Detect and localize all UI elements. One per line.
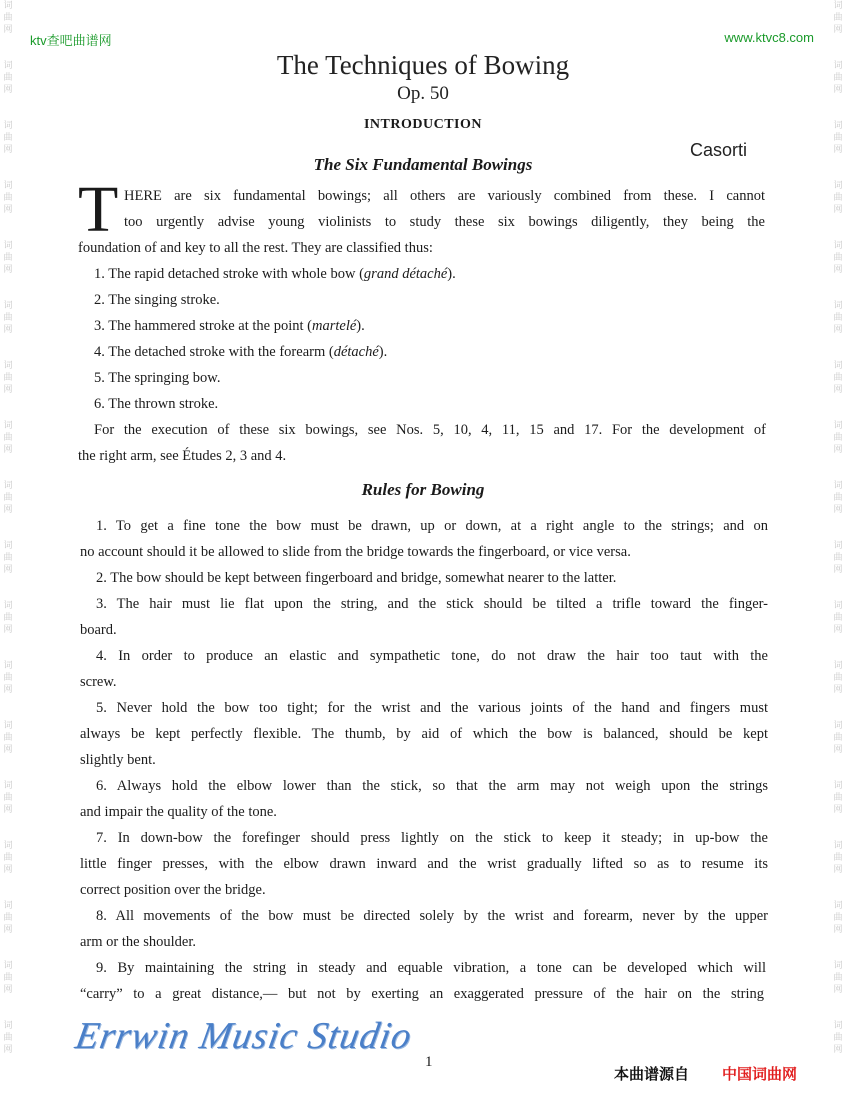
side-watermark-group [1, 840, 15, 900]
side-watermark-glyph: 词 [833, 961, 843, 971]
side-watermark-glyph: 词 [3, 181, 13, 191]
side-watermark-group [1, 960, 15, 1020]
side-watermark-glyph: 词 [833, 721, 843, 731]
side-watermark-group [1, 240, 15, 300]
side-watermark-glyph: 曲 [3, 313, 13, 323]
side-watermark-glyph: 曲 [3, 493, 13, 503]
side-watermark-glyph: 网 [3, 925, 13, 935]
side-watermark-glyph: 词 [833, 601, 843, 611]
composer-name: Casorti [690, 140, 748, 160]
side-watermark-glyph: 网 [833, 865, 843, 875]
side-watermark-glyph: 词 [833, 421, 843, 431]
side-watermark-glyph: 词 [3, 781, 13, 791]
side-watermark-glyph: 曲 [833, 1033, 843, 1043]
rule-line: 7. In down-bow the forefinger should press lightly on the stick to keep it steady; in up-bow the [96, 830, 768, 846]
side-watermark-glyph: 词 [833, 121, 843, 131]
page-title: The Techniques of Bowing [276, 50, 570, 80]
side-watermark-glyph: 网 [3, 865, 13, 875]
side-watermark-group [1, 660, 15, 720]
execution-line: the right arm, see Études 2, 3 and 4. [78, 448, 287, 464]
page-number: 1 [425, 1054, 433, 1070]
side-watermark-glyph: 词 [3, 121, 13, 131]
side-watermark-glyph: 词 [833, 241, 843, 251]
drop-cap: T [78, 173, 119, 246]
side-watermark-group [831, 600, 845, 660]
side-watermark-group [1, 300, 15, 360]
side-watermark-group [1, 420, 15, 480]
side-watermark-glyph: 词 [3, 601, 13, 611]
side-watermark-glyph: 网 [3, 625, 13, 635]
side-watermark-group [831, 420, 845, 480]
rule-line: always be kept perfectly flexible. The thumb, by aid of which the bow is balanced, should be kept [80, 726, 768, 742]
rule-line: little finger presses, with the elbow drawn inward and the wrist gradually lifted so as to resume its [80, 856, 768, 872]
side-watermark-glyph: 网 [833, 145, 843, 155]
side-watermark-glyph: 曲 [3, 1033, 13, 1043]
side-watermark-glyph: 曲 [833, 133, 843, 143]
side-watermark-glyph: 词 [833, 361, 843, 371]
site-watermark-left[interactable]: ktv查吧曲谱网 [30, 33, 112, 48]
intro-line: too urgently advise young violinists to study these six bowings diligently, they being the [124, 214, 765, 230]
side-watermark-glyph: 网 [3, 85, 13, 95]
side-watermark-group [831, 840, 845, 900]
side-watermark-glyph: 网 [3, 145, 13, 155]
side-watermark-glyph: 曲 [833, 793, 843, 803]
bowing-list-item: 5. The springing bow. [94, 370, 221, 386]
side-watermark-glyph: 曲 [833, 553, 843, 563]
side-watermark-glyph: 曲 [833, 973, 843, 983]
side-watermark-glyph: 曲 [3, 553, 13, 563]
side-watermark-group [1, 720, 15, 780]
source-label: 本曲谱源自 [614, 1065, 690, 1083]
side-watermark-group [831, 780, 845, 840]
side-watermark-glyph: 词 [3, 301, 13, 311]
site-watermark-right[interactable]: www.ktvc8.com [724, 30, 814, 45]
side-watermark-glyph: 词 [833, 1, 843, 11]
side-watermark-glyph: 曲 [3, 373, 13, 383]
side-watermark-glyph: 网 [833, 985, 843, 995]
side-watermark-glyph: 曲 [833, 193, 843, 203]
side-watermark-glyph: 词 [3, 481, 13, 491]
side-watermark-glyph: 网 [3, 325, 13, 335]
side-watermark-glyph: 词 [833, 61, 843, 71]
side-watermark-glyph: 网 [3, 985, 13, 995]
side-watermark-group [1, 360, 15, 420]
side-watermark-glyph: 网 [833, 25, 843, 35]
side-watermark-group [831, 240, 845, 300]
side-watermark-glyph: 曲 [833, 853, 843, 863]
side-watermark-glyph: 曲 [833, 673, 843, 683]
rule-line: 1. To get a fine tone the bow must be drawn, up or down, at a right angle to the strings; and on [96, 518, 768, 534]
side-watermark-glyph: 曲 [3, 193, 13, 203]
side-watermark-glyph: 词 [833, 781, 843, 791]
side-watermark-glyph: 词 [3, 241, 13, 251]
side-watermark-glyph: 网 [833, 505, 843, 515]
bowing-list-item: 2. The singing stroke. [94, 292, 220, 308]
side-watermark-glyph: 网 [3, 805, 13, 815]
execution-line: For the execution of these six bowings, see Nos. 5, 10, 4, 11, 15 and 17. For the development of [94, 422, 766, 438]
side-watermark-glyph: 词 [3, 841, 13, 851]
side-watermark-glyph: 曲 [833, 613, 843, 623]
side-watermark-glyph: 词 [3, 1, 13, 11]
side-watermark-glyph: 词 [3, 361, 13, 371]
side-watermark-glyph: 网 [3, 505, 13, 515]
side-watermark-glyph: 词 [833, 181, 843, 191]
side-watermark-glyph: 词 [3, 661, 13, 671]
side-watermark-group [1, 600, 15, 660]
side-watermark-glyph: 曲 [833, 73, 843, 83]
side-watermark-glyph: 网 [833, 685, 843, 695]
side-watermark-group [831, 660, 845, 720]
side-watermark-glyph: 词 [3, 1021, 13, 1031]
six-bowings-heading: The Six Fundamental Bowings [313, 155, 533, 174]
side-watermark-glyph: 曲 [3, 73, 13, 83]
side-watermark-glyph: 曲 [3, 973, 13, 983]
side-watermark-glyph: 曲 [3, 733, 13, 743]
side-watermark-glyph: 词 [833, 661, 843, 671]
rule-line: correct position over the bridge. [80, 882, 266, 898]
side-watermark-group [831, 180, 845, 240]
side-watermark-glyph: 词 [833, 1021, 843, 1031]
side-watermark-glyph: 曲 [833, 13, 843, 23]
side-watermark-glyph: 词 [3, 721, 13, 731]
intro-line: foundation of and key to all the rest. They are classified thus: [78, 240, 433, 256]
side-watermark-glyph: 曲 [3, 853, 13, 863]
side-watermark-glyph: 词 [833, 481, 843, 491]
side-watermark-glyph: 网 [3, 265, 13, 275]
side-watermark-glyph: 词 [833, 901, 843, 911]
side-watermark-glyph: 网 [833, 85, 843, 95]
side-watermark-glyph: 曲 [833, 253, 843, 263]
bowing-list-item: 6. The thrown stroke. [94, 396, 219, 412]
rule-line: no account should it be allowed to slide from the bridge towards the fingerboard, or vice versa. [80, 544, 631, 560]
side-watermark-glyph: 曲 [3, 133, 13, 143]
side-watermark-glyph: 网 [833, 925, 843, 935]
side-watermark-glyph: 网 [833, 805, 843, 815]
bowing-list-item: 3. The hammered stroke at the point (martelé). [94, 318, 365, 334]
rule-line: 6. Always hold the elbow lower than the stick, so that the arm may not weigh upon the strings [96, 778, 768, 794]
side-watermark-glyph: 词 [833, 841, 843, 851]
side-watermark-glyph: 词 [3, 961, 13, 971]
side-watermark-glyph: 网 [833, 205, 843, 215]
source-site-name[interactable]: 中国词曲网 [722, 1065, 798, 1083]
side-watermark-glyph: 曲 [833, 733, 843, 743]
side-watermark-glyph: 词 [3, 901, 13, 911]
side-watermark-glyph: 曲 [3, 613, 13, 623]
rule-line: 8. All movements of the bow must be directed solely by the wrist and forearm, never by the upper [96, 908, 768, 924]
side-watermark-glyph: 曲 [833, 913, 843, 923]
side-watermark-glyph: 曲 [3, 793, 13, 803]
side-watermark-group [831, 360, 845, 420]
side-watermark-group [1, 780, 15, 840]
side-watermark-group [831, 900, 845, 960]
bowing-list-item: 1. The rapid detached stroke with whole bow (grand détaché). [94, 266, 456, 282]
side-watermark-glyph: 曲 [833, 373, 843, 383]
side-watermark-glyph: 曲 [3, 13, 13, 23]
side-watermark-glyph: 网 [833, 385, 843, 395]
side-watermark-glyph: 词 [833, 541, 843, 551]
section-label: INTRODUCTION [363, 117, 482, 132]
side-watermark-glyph: 网 [833, 565, 843, 575]
side-watermark-glyph: 网 [833, 1045, 843, 1055]
side-watermark-glyph: 网 [3, 745, 13, 755]
rule-line: screw. [80, 674, 117, 690]
side-watermark-glyph: 网 [833, 745, 843, 755]
side-watermark-glyph: 曲 [3, 673, 13, 683]
side-watermark-glyph: 词 [3, 421, 13, 431]
bowing-list-item: 4. The detached stroke with the forearm (détaché). [94, 344, 388, 360]
side-watermark-glyph: 网 [3, 25, 13, 35]
side-watermark-glyph: 网 [833, 445, 843, 455]
rule-line: board. [80, 622, 117, 638]
side-watermark-group [831, 960, 845, 1020]
rule-line: and impair the quality of the tone. [80, 804, 277, 820]
side-watermark-group [1, 900, 15, 960]
side-watermark-glyph: 曲 [833, 433, 843, 443]
rule-line: “carry” to a great distance,— but not by exerting an exaggerated pressure of the hair on the string [80, 986, 764, 1002]
side-watermark-glyph: 网 [833, 625, 843, 635]
rule-line: 4. In order to produce an elastic and sympathetic tone, do not draw the hair too taut with the [96, 648, 768, 664]
side-watermark-group [831, 300, 845, 360]
side-watermark-glyph: 词 [833, 301, 843, 311]
rule-line: arm or the shoulder. [80, 934, 196, 950]
rules-heading: Rules for Bowing [361, 480, 485, 499]
side-watermark-group [831, 540, 845, 600]
side-watermark-group [1, 540, 15, 600]
side-watermark-glyph: 网 [3, 445, 13, 455]
side-watermark-glyph: 词 [3, 61, 13, 71]
opus-number: Op. 50 [397, 83, 449, 104]
rule-line: 9. By maintaining the string in steady and equable vibration, a tone can be developed which will [96, 960, 766, 976]
side-watermark-glyph: 曲 [3, 253, 13, 263]
side-watermark-glyph: 曲 [833, 313, 843, 323]
side-watermark-glyph: 网 [833, 265, 843, 275]
side-watermark-group [1, 180, 15, 240]
side-watermark-group [831, 1020, 845, 1080]
side-watermark-glyph: 曲 [833, 493, 843, 503]
side-watermark-glyph: 曲 [3, 433, 13, 443]
side-watermark-group [1, 1020, 15, 1080]
side-watermark-glyph: 网 [3, 1045, 13, 1055]
intro-line: HERE are six fundamental bowings; all others are variously combined from these. I cannot [124, 188, 765, 204]
rule-line: 5. Never hold the bow too tight; for the wrist and the various joints of the hand and fingers must [96, 700, 768, 716]
side-watermark-glyph: 网 [833, 325, 843, 335]
rule-line: slightly bent. [80, 752, 156, 768]
side-watermark-glyph: 曲 [3, 913, 13, 923]
studio-signature: Errwin Music Studio [72, 1015, 416, 1057]
side-watermark-glyph: 词 [3, 541, 13, 551]
side-watermark-glyph: 网 [3, 385, 13, 395]
side-watermark-group [831, 720, 845, 780]
side-watermark-glyph: 网 [3, 205, 13, 215]
side-watermark-glyph: 网 [3, 685, 13, 695]
rule-line: 3. The hair must lie flat upon the string, and the stick should be tilted a trifle toward the finger- [96, 596, 768, 612]
rule-line: 2. The bow should be kept between fingerboard and bridge, somewhat nearer to the latter. [96, 570, 617, 586]
side-watermark-glyph: 网 [3, 565, 13, 575]
